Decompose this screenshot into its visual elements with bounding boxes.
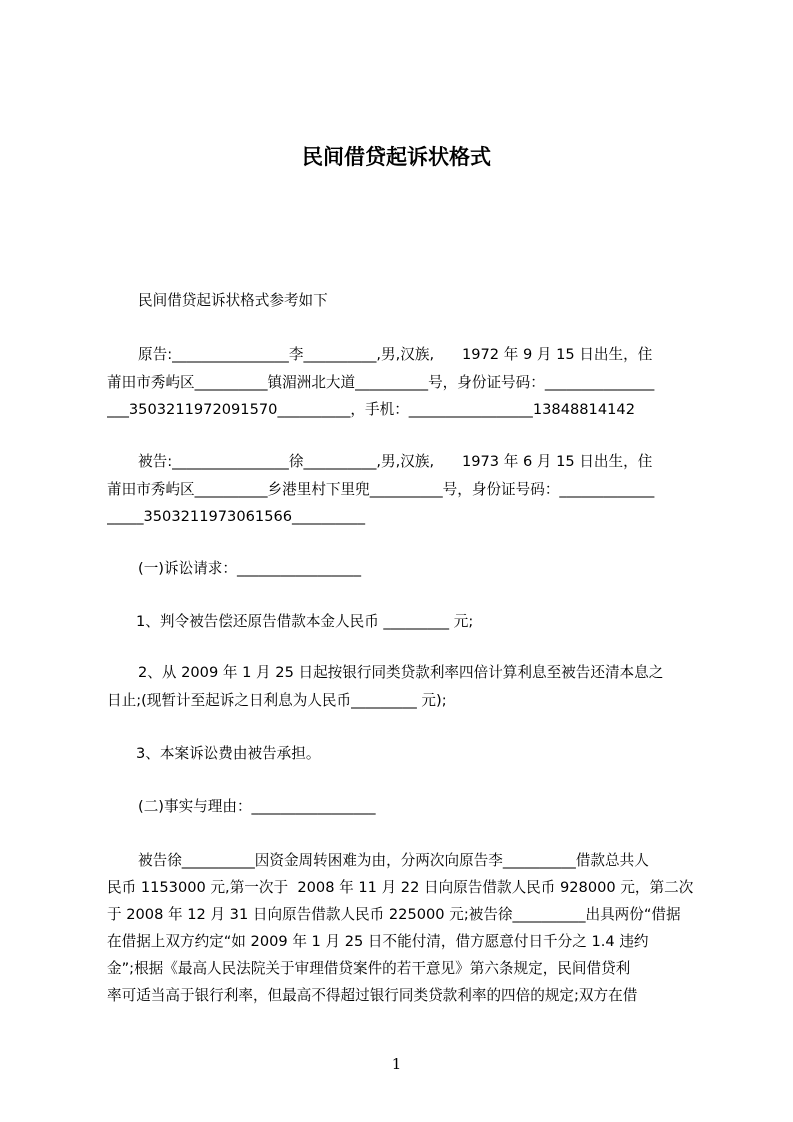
plaintiff-line-2: 莆田市秀屿区__________镇湄洲北大道__________号，身份证号码：_______________ bbox=[107, 374, 655, 391]
plaintiff-line-1: 原告:________________李__________,男,汉族, 1972 年 9 月 15 日出生，住 bbox=[138, 346, 653, 363]
defendant-line-3: _____3503211973061566__________ bbox=[107, 508, 366, 525]
facts-line-6: 率可适当高于银行利率，但最高不得超过银行同类贷款利率的四倍的规定;双方在借 bbox=[107, 987, 638, 1004]
plaintiff-line-3: ___3503211972091570__________，手机：_________________13848814142 bbox=[107, 401, 635, 418]
facts-line-5: 金”;根据《最高人民法院关于审理借贷案件的若干意见》第六条规定，民间借贷利 bbox=[107, 960, 631, 977]
document-title: 民间借贷起诉状格式 bbox=[302, 145, 491, 169]
facts-line-4: 在借据上双方约定“如 2009 年 1 月 25 日不能付清，借方愿意付日千分之 1.4 违约 bbox=[107, 933, 649, 950]
page-number: 1 bbox=[391, 1055, 402, 1073]
facts-line-3: 于 2008 年 12 月 31 日向原告借款人民币 225000 元;被告徐__________出具两份“借据 bbox=[107, 906, 681, 923]
facts-line-1: 被告徐__________因资金周转困难为由，分两次向原告李__________借款总共人 bbox=[138, 852, 649, 869]
facts-line-2: 民币 1153000 元,第一次于 2008 年 11 月 22 日向原告借款人民币 928000 元，第二次 bbox=[107, 879, 694, 896]
claims-heading: (一)诉讼请求：_________________ bbox=[138, 560, 361, 577]
claim-1: 1、判令被告偿还原告借款本金人民币 _________ 元; bbox=[136, 613, 474, 630]
intro-line: 民间借贷起诉状格式参考如下 bbox=[138, 292, 328, 309]
defendant-line-1: 被告:________________徐__________,男,汉族, 1973 年 6 月 15 日出生，住 bbox=[138, 453, 653, 470]
facts-heading: (二)事实与理由：_________________ bbox=[138, 798, 376, 815]
claim-2-line-2: 日止;(现暂计至起诉之日利息为人民币_________ 元); bbox=[107, 692, 447, 709]
claim-3: 3、本案诉讼费由被告承担。 bbox=[136, 745, 321, 762]
claim-2-line-1: 2、从 2009 年 1 月 25 日起按银行同类贷款利率四倍计算利息至被告还清本息之 bbox=[138, 664, 664, 681]
defendant-line-2: 莆田市秀屿区__________乡港里村下里兜__________号，身份证号码：_____________ bbox=[107, 481, 655, 498]
